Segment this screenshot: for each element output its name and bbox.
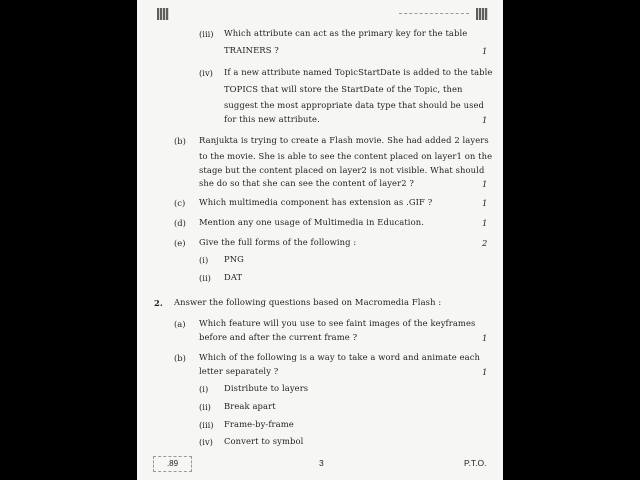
item-label: (ii)	[199, 402, 211, 412]
question-text: If a new attribute named TopicStartDate is added to the table	[224, 67, 493, 77]
header-rule	[399, 13, 469, 14]
question-text: Which feature will you use to see faint images of the keyframes	[199, 318, 476, 328]
marks: 1	[482, 333, 488, 343]
question-text: TOPICS that will store the StartDate of the Topic, then	[224, 84, 463, 94]
page-number: 3	[319, 458, 324, 468]
paper-code-box: .89	[153, 456, 192, 472]
item-label: (d)	[174, 218, 186, 228]
question-text: stage but the content placed on layer2 is not visible. What should	[199, 165, 485, 175]
option-text: PNG	[224, 254, 244, 264]
question-text: Which multimedia component has extension as .GIF ?	[199, 197, 433, 207]
question-text: Answer the following questions based on Macromedia Flash :	[174, 297, 442, 307]
item-label: (ii)	[199, 273, 211, 283]
option-text: DAT	[224, 272, 243, 282]
question-text: Give the full forms of the following :	[199, 237, 357, 247]
marks: 1	[482, 179, 488, 189]
question-text: she do so that she can see the content of layer2 ?	[199, 178, 414, 188]
pto-label: P.T.O.	[464, 458, 487, 468]
question-text: TRAINERS ?	[224, 45, 279, 55]
item-label: (iii)	[199, 420, 214, 430]
item-label: (c)	[174, 198, 186, 208]
question-text: Which attribute can act as the primary key for the table	[224, 28, 468, 38]
item-label: (iii)	[199, 29, 214, 39]
marks: 1	[482, 367, 488, 377]
option-text: Convert to symbol	[224, 436, 304, 446]
item-label: (iv)	[199, 437, 213, 447]
item-label: (iv)	[199, 68, 213, 78]
option-text: Distribute to layers	[224, 383, 309, 393]
qr-code-icon	[476, 8, 488, 20]
item-label: (i)	[199, 384, 209, 394]
item-label: (a)	[174, 319, 186, 329]
item-label: (b)	[174, 136, 186, 146]
exam-page	[137, 0, 503, 480]
question-text: before and after the current frame ?	[199, 332, 358, 342]
option-text: Frame-by-frame	[224, 419, 294, 429]
marks: 1	[482, 218, 488, 228]
item-label: (e)	[174, 238, 186, 248]
question-number: 2.	[154, 298, 163, 308]
question-text: letter separately ?	[199, 366, 279, 376]
item-label: (b)	[174, 353, 186, 363]
question-text: Mention any one usage of Multimedia in Education.	[199, 217, 424, 227]
question-text: Which of the following is a way to take a word and animate each	[199, 352, 481, 362]
item-label: (i)	[199, 255, 209, 265]
question-text: Ranjukta is trying to create a Flash movie. She had added 2 layers	[199, 135, 489, 145]
question-text: for this new attribute.	[224, 114, 320, 124]
marks: 1	[482, 198, 488, 208]
marks: 2	[482, 238, 488, 248]
marks: 1	[482, 115, 488, 125]
qr-code-icon	[157, 8, 169, 20]
marks: 1	[482, 46, 488, 56]
question-text: to the movie. She is able to see the content placed on layer1 on the	[199, 151, 493, 161]
question-text: suggest the most appropriate data type that should be used	[224, 100, 485, 110]
option-text: Break apart	[224, 401, 276, 411]
